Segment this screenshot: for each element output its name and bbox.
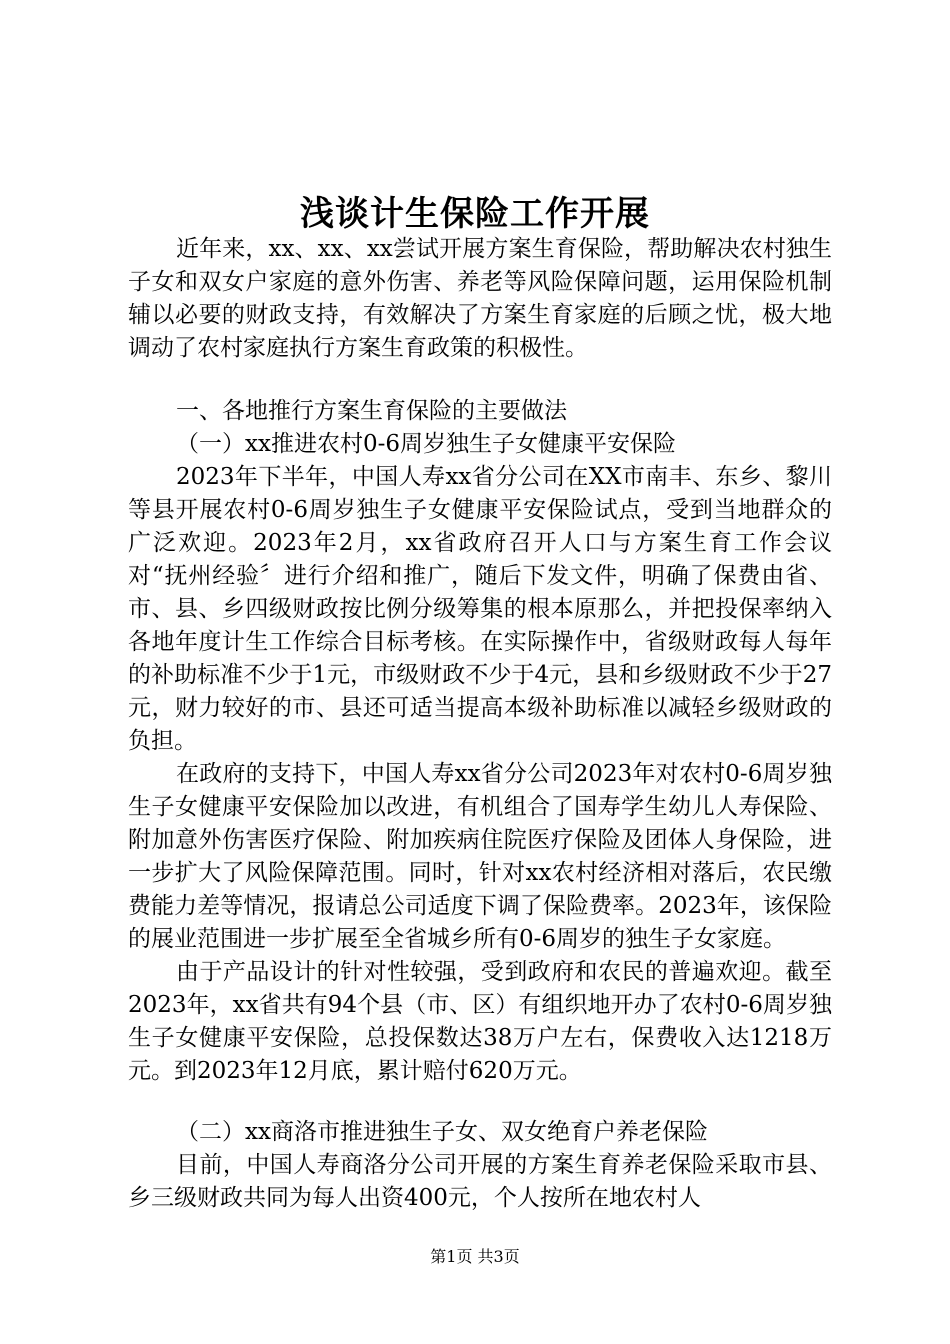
subsection2-paragraph-1: 目前，中国人寿商洛分公司开展的方案生育养老保险采取市县、乡三级财政共同为每人出资400元，个人按所在地农村人 — [128, 1152, 832, 1211]
subsection1-heading: （一）xx推进农村0-6周岁独生子女健康平安保险 — [176, 431, 676, 457]
subsection2-heading: （二）xx商洛市推进独生子女、双女绝育户养老保险 — [176, 1119, 708, 1145]
section1-heading: 一、各地推行方案生育保险的主要做法 — [176, 398, 567, 424]
intro-paragraph: 近年来，xx、xx、xx尝试开展方案生育保险，帮助解决农村独生子女和双女户家庭的意外伤害、养老等风险保障问题，运用保险机制辅以必要的财政支持，有效解决了方案生育家庭的后顾之忧，极大地调动了农村家庭执行方案生育政策的积极性。 — [128, 236, 832, 361]
subsection1-paragraph-1: 2023年下半年，中国人寿xx省分公司在XX市南丰、东乡、黎川等县开展农村0-6周岁独生子女健康平安保险试点，受到当地群众的广泛欢迎。2023年2月，xx省政府召开人口与方案生育工作会议对“抚州经验〞进行介绍和推广，随后下发文件，明确了保费由省、市、县、乡四级财政按比例分级筹集的根本原那么，并把投保率纳入各地年度计生工作综合目标考核。在实际操作中，省级财政每人每年的补助标准不少于1元，市级财政不少于4元，县和乡级财政不少于27元，财力较好的市、县还可适当提高本级补助标准以减轻乡级财政的负担。 — [128, 464, 832, 754]
page-footer: 第1页 共3页 — [430, 1247, 520, 1266]
subsection1-paragraph-2: 在政府的支持下，中国人寿xx省分公司2023年对农村0-6周岁独生子女健康平安保险加以改进，有机组合了国寿学生幼儿人寿保险、附加意外伤害医疗保险、附加疾病住院医疗保险及团体人身保险，进一步扩大了风险保障范围。同时，针对xx农村经济相对落后，农民缴费能力差等情况，报请总公司适度下调了保险费率。2023年，该保险的展业范围进一步扩展至全省城乡所有0-6周岁的独生子女家庭。 — [128, 761, 832, 952]
document-body — [128, 233, 832, 1215]
subsection1-paragraph-3: 由于产品设计的针对性较强，受到政府和农民的普遍欢迎。截至2023年，xx省共有94个县（市、区）有组织地开办了农村0-6周岁独生子女健康平安保险，总投保数达38万户左右，保费收入达1218万元。到2023年12月底，累计赔付620万元。 — [128, 959, 832, 1084]
document-title: 浅谈计生保险工作开展 — [300, 194, 650, 234]
